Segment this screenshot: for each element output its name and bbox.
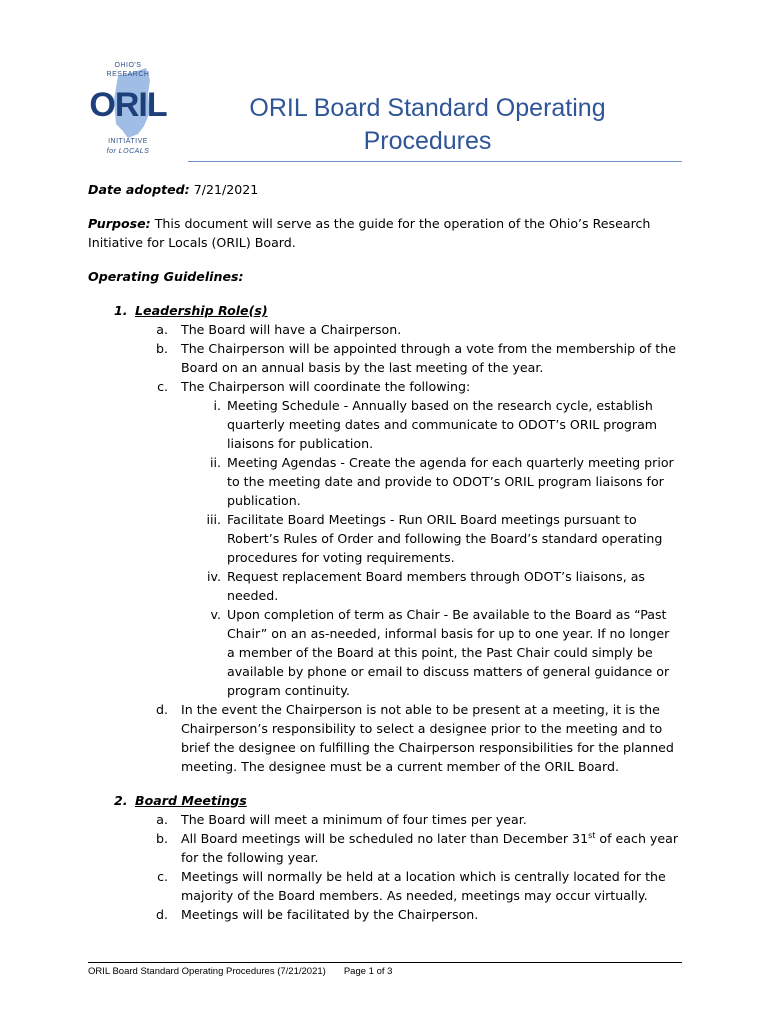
sub-list-item: i. Meeting Schedule - Annually based on the research cycle, establish: [213, 398, 653, 413]
purpose-text-1: This document will serve as the guide for the operation of the Ohio’s Research: [154, 216, 651, 231]
section-2-title: Board Meetings: [135, 793, 247, 808]
sub-list-item-cont: needed.: [227, 588, 279, 603]
section-1-number: 1.: [114, 303, 128, 318]
date-value: 7/21/2021: [193, 182, 259, 197]
list-item-cont: majority of the Board members. As needed, meetings may occur virtually.: [181, 888, 648, 903]
list-item: c. Meetings will normally be held at a location which is centrally located for the: [157, 869, 666, 884]
footer-page-number: Page 1 of 3: [343, 966, 393, 977]
list-item: b. The Chairperson will be appointed through a vote from the membership of the: [156, 341, 676, 356]
list-item-cont: meeting. The designee must be a current member of the ORIL Board.: [181, 759, 619, 774]
logo-brand: ORIL: [89, 86, 167, 124]
title-divider: [188, 161, 682, 162]
title-line-1: ORIL Board Standard Operating: [249, 94, 606, 122]
title-line-2: Procedures: [363, 127, 492, 155]
sub-list-item-cont: liaisons for publication.: [227, 436, 374, 451]
footer-doc-title: ORIL Board Standard Operating Procedures (7/21/2021): [88, 966, 326, 977]
sub-list-item-cont: program continuity.: [227, 683, 350, 698]
oril-logo: [88, 60, 168, 160]
date-label: Date adopted:: [88, 182, 190, 197]
document-body: [88, 180, 688, 924]
sub-list-item-cont: quarterly meeting dates and communicate to ODOT’s ORIL program: [227, 417, 658, 432]
sub-list-item: iv. Request replacement Board members through ODOT’s liaisons, as: [207, 569, 645, 584]
logo-tag-top2: RESEARCH: [106, 71, 150, 78]
list-item: a. The Board will have a Chairperson.: [156, 322, 402, 337]
list-item-cont: for the following year.: [181, 850, 319, 865]
footer-divider: [88, 962, 682, 963]
list-item: d. Meetings will be facilitated by the Chairperson.: [156, 907, 479, 922]
section-1-heading: [88, 301, 688, 320]
page-title: [200, 92, 655, 158]
sub-list-item: ii. Meeting Agendas - Create the agenda for each quarterly meeting prior: [209, 455, 674, 470]
guidelines-heading: Operating Guidelines:: [88, 269, 244, 284]
list-item: d. In the event the Chairperson is not able to be present at a meeting, it is the: [156, 702, 660, 717]
list-item: b. All Board meetings will be scheduled no later than December 31st of each year: [156, 830, 679, 846]
sub-list-item: iii. Facilitate Board Meetings - Run ORIL Board meetings pursuant to: [206, 512, 637, 527]
section-1-title: Leadership Role(s): [135, 303, 268, 318]
page-footer: [88, 966, 392, 977]
purpose-text-2: Initiative for Locals (ORIL) Board.: [88, 235, 296, 250]
section-2-number: 2.: [114, 793, 128, 808]
logo-tag-top: OHIO'S: [114, 62, 142, 69]
sub-list-item-cont: available by phone or email to discuss matters of general guidance or: [227, 664, 670, 679]
purpose: [88, 214, 688, 233]
list-item: c. The Chairperson will coordinate the following:: [157, 379, 471, 394]
list-item-cont: brief the designee on fulfilling the Chairperson responsibilities for the planned: [181, 740, 674, 755]
list-item-cont: Chairperson’s responsibility to select a designee prior to the meeting and to: [181, 721, 663, 736]
sub-list-item: v. Upon completion of term as Chair - Be available to the Board as “Past: [210, 607, 667, 622]
sub-list-item-cont: Chair” on an as-needed, informal basis for up to one year. If no longer: [227, 626, 670, 641]
list-item: a. The Board will meet a minimum of four times per year.: [156, 812, 527, 827]
logo-tag-bottom2: for LOCALS: [106, 148, 150, 155]
list-item-cont: Board on an annual basis by the last meeting of the year.: [181, 360, 544, 375]
date-adopted: [88, 180, 688, 199]
sub-list-item-cont: publication.: [227, 493, 301, 508]
sub-list-item-cont: procedures for voting requirements.: [227, 550, 455, 565]
sub-list-item-cont: a member of the Board at this point, the Past Chair could simply be: [227, 645, 653, 660]
section-2-heading: [88, 791, 688, 810]
logo-tag-bottom: INITIATIVE: [108, 138, 148, 145]
sub-list-item-cont: to the meeting date and provide to ODOT’s ORIL program liaisons for: [227, 474, 664, 489]
sub-list-item-cont: Robert’s Rules of Order and following the Board’s standard operating: [227, 531, 663, 546]
purpose-label: Purpose:: [88, 216, 151, 231]
